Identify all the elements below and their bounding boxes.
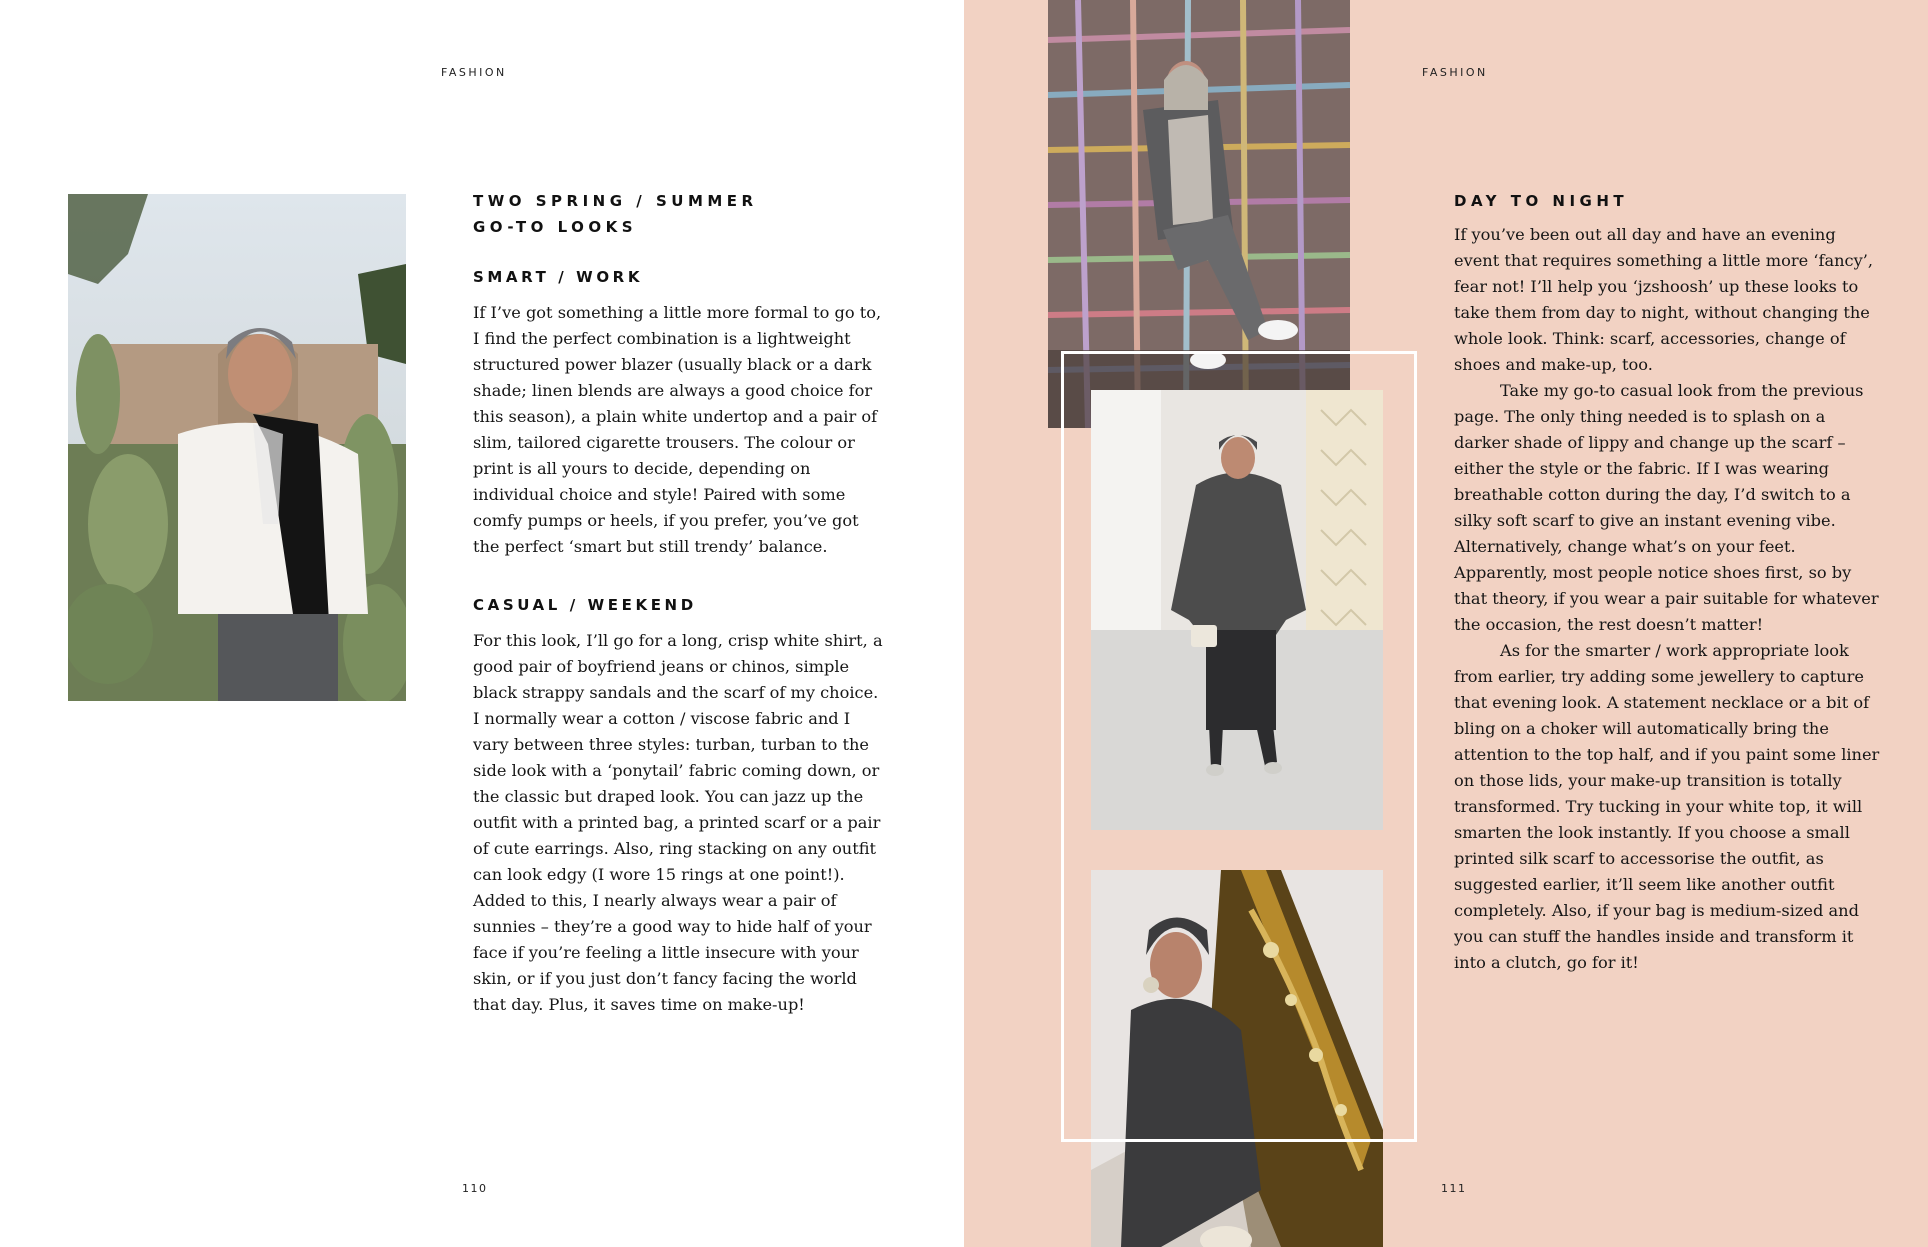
section-smart-work-title: SMART / WORK xyxy=(473,268,644,286)
paragraph-3: As for the smarter / work appropriate look from earlier, try adding some jewellery to capture that evening look. A statement necklace or a bit of bling on a choker will automatically bring the attention to the top half, and if you paint some liner on those lids, your make-up transition is totally transformed. Try tucking in your white top, it will smarten the look instantly. If you choose a small printed silk scarf to accessorise the outfit, as suggested earlier, it’ll seem like another outfit completely. Also, if your bag is medium-sized and you can stuff the handles inside and transform it into a clutch, go for it! xyxy=(1454,641,1880,972)
section-casual-weekend-title: CASUAL / WEEKEND xyxy=(473,596,697,614)
right-page xyxy=(964,0,1928,1247)
day-to-night-title: DAY TO NIGHT xyxy=(1454,192,1629,210)
paragraph-1: If you’ve been out all day and have an evening event that requires something a little more ‘fancy’, fear not! I’ll help you ‘jzshoosh’ up these looks to take them from day to night, without changing the whole look. Think: scarf, accessories, change of shoes and make-up, too. xyxy=(1454,225,1874,374)
photo-rope-net-image xyxy=(1048,0,1350,428)
section-casual-weekend-body: For this look, I’ll go for a long, crisp white shirt, a good pair of boyfriend jeans or chinos, simple black strappy sandals and the scarf of my choice. I normally wear a cotton / viscose fabric and I vary between three styles: turban, turban to the side look with a ‘ponytail’ fabric coming down, or the classic but draped look. You can jazz up the outfit with a printed bag, a printed scarf or a pair of cute earrings. Also, ring stacking on any outfit can look edgy (I wore 15 rings at one point!). Added to this, I nearly always wear a pair of sunnies – they’re a good way to hide half of your face if you’re feeling a little insecure with your skin, or if you just don’t fancy facing the world that day. Plus, it saves time on make-up! xyxy=(473,631,883,1014)
running-head-left: FASHION xyxy=(441,66,507,79)
left-text-column xyxy=(473,188,883,1018)
photo-cactus-look xyxy=(68,194,406,701)
section-smart-work-body: If I’ve got something a little more formal to go to, I find the perfect combination is a lightweight structured power blazer (usually black or a dark shade; linen blends are always a good choice for this season), a plain white undertop and a pair of slim, tailored cigarette trousers. The colour or print is all yours to decide, depending on individual choice and style! Paired with some comfy pumps or heels, if you prefer, you’ve got the perfect ‘smart but still trendy’ balance. xyxy=(473,303,882,556)
paragraph-2: Take my go-to casual look from the previous page. The only thing needed is to splash on a darker shade of lippy and change up the scarf – either the style or the fabric. If I was wearing breathable cotton during the day, I’d switch to a silky soft scarf to give an instant evening vibe. Alternatively, change what’s on your feet. Apparently, most people notice shoes first, so by that theory, if you wear a pair suitable for whatever the occasion, the rest doesn’t matter! xyxy=(1454,381,1879,634)
photo-grey-jumper-look xyxy=(1091,390,1383,830)
photo-cactus-image xyxy=(68,194,406,701)
photo-rope-net-look xyxy=(1048,0,1350,428)
photo-mirror-image xyxy=(1091,870,1383,1247)
photo-grey-jumper-image xyxy=(1091,390,1383,830)
photo-mirror-look xyxy=(1091,870,1383,1247)
page-number-right: 111 xyxy=(1441,1182,1467,1195)
page-title xyxy=(473,188,883,240)
page-number-left: 110 xyxy=(462,1182,488,1195)
right-text-column xyxy=(1454,188,1882,976)
running-head-right: FASHION xyxy=(1422,66,1488,79)
title-line-2: GO-TO LOOKS xyxy=(473,218,638,236)
title-line-1: TWO SPRING / SUMMER xyxy=(473,192,758,210)
